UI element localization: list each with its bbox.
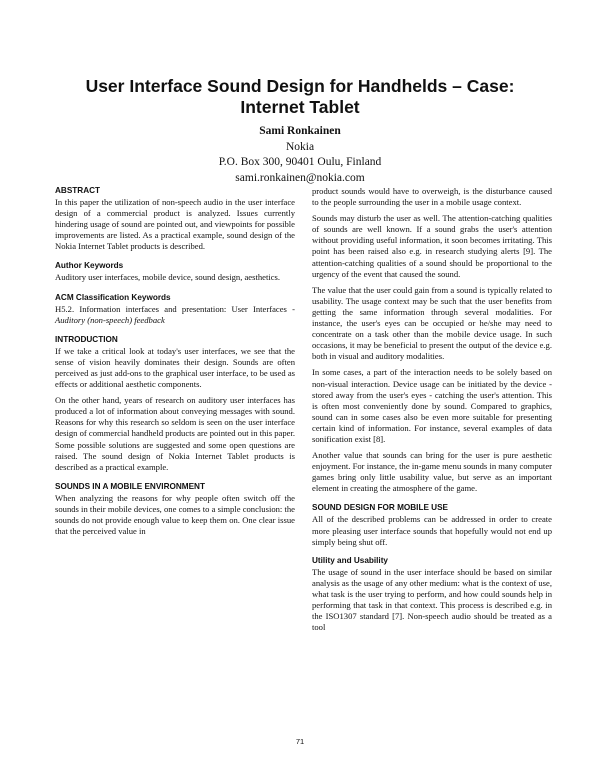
mobile-environment-heading: SOUNDS IN A MOBILE ENVIRONMENT xyxy=(55,481,205,491)
page-number: 71 xyxy=(295,737,305,746)
right-paragraph-5: Another value that sounds can bring for the user is pure aesthetic enjoyment. For instance, the in-game menu sounds in many computer games bring only little usability value, but serve as an important element in creating the atmosphere of the game. xyxy=(312,450,552,494)
author-affiliation: Nokia xyxy=(285,140,315,153)
utility-usability-paragraph-1: The usage of sound in the user interface should be based on similar analysis as the usage of any other medium: what is the context of use, what task is the user trying to perform, and how could sounds help in performing that task in that context. This process is described e.g. in the ISO1307 standard [7]. Non-speech audio should be treated as a tool xyxy=(312,566,552,633)
sound-design-paragraph-1: All of the described problems can be addressed in order to create more pleasing user interface sounds that hopefully would not end up simply being shut off. xyxy=(312,514,552,547)
paper-title-line-2: Internet Tablet xyxy=(240,97,360,117)
introduction-paragraph-2: On the other hand, years of research on auditory user interfaces has produced a lot of information about conveying messages with sound. Reasons for why this research so seldom is seen on the user interface design of commercial handheld products are pointed out in this paper. Some possible solutions are suggested and some open questions are raised. The sound design of Nokia Internet Tablet products is described as a practical example. xyxy=(55,395,295,472)
paper-title xyxy=(0,76,600,118)
keywords-heading: Author Keywords xyxy=(55,261,124,271)
acm-text-plain: H5.2. Information interfaces and presentation: User Interfaces - xyxy=(55,303,295,314)
abstract-heading: ABSTRACT xyxy=(55,186,101,195)
paper-title-line-1: User Interface Sound Design for Handhelds – Case: xyxy=(85,76,515,96)
mobile-environment-paragraph-1: When analyzing the reasons for why people often switch off the sounds in their mobile devices, one comes to a simple conclusion: the sounds do not provide enough value to keep them on. One clear issue that the perceived value in xyxy=(55,492,295,537)
author-name: Sami Ronkainen xyxy=(259,125,341,137)
right-column xyxy=(312,186,552,638)
right-paragraph-4: In some cases, a part of the interaction needs to be solely based on non-visual interaction. Device usage can be initiated by the device - stored away from the user's eyes - catching the user's attention. This is often most conveniently done by sound. Compared to graphics, sound can in some cases also be even more suitable for presenting certain kind of information. For instance, several examples of data sonification exist [8]. xyxy=(312,367,552,444)
introduction-paragraph-1: If we take a critical look at today's user interfaces, we see that the sense of vision heavily dominates their design. Sounds are often perceived as just add-ons to the graphical user interface, to be used as effects or additional aesthetic components. xyxy=(55,345,295,390)
sound-design-heading: SOUND DESIGN FOR MOBILE USE xyxy=(312,503,449,513)
acm-text-italic: Auditory (non-speech) feedback xyxy=(55,314,165,325)
right-paragraph-1: product sounds would have to overweigh, is the disturbance caused to the people surrounding the user in a mobile usage context. xyxy=(312,186,552,208)
right-paragraph-3: The value that the user could gain from a sound is typically related to usability. The usage context may be such that the user benefits from getting the same information through several modalities. For instance, the user's eyes can be occupied or he/she may need to concentrate on a task other than the mobile device usage. In such occasions, it may be beneficial to present the output of the device e.g. both in visual and auditory modalities. xyxy=(312,284,552,362)
author-address: P.O. Box 300, 90401 Oulu, Finland xyxy=(218,156,382,168)
utility-usability-heading: Utility and Usability xyxy=(312,555,388,565)
abstract-text: In this paper the utilization of non-speech audio in the user interface design of a commercial product is analyzed. Issues currently hindering usage of sound are pointed out, and viewpoints for possible improvements are listed. As a practical example, sound design of the Nokia Internet Tablet products is described. xyxy=(55,197,295,252)
right-paragraph-2: Sounds may disturb the user as well. The attention-catching qualities of sounds are well known. If a sound grabs the user's attention without providing useful information, it soon becomes irritating. This point has been raised also e.g. in research studying alerts [9]. The attention-catching qualities of a sound should be proportional to the urgency of the event that caused the sound. xyxy=(312,213,552,279)
acm-heading: ACM Classification Keywords xyxy=(55,292,171,302)
acm-text xyxy=(55,304,295,326)
left-column xyxy=(55,186,295,542)
keywords-text: Auditory user interfaces, mobile device, sound design, aesthetics. xyxy=(55,272,281,283)
author-email: sami.ronkainen@nokia.com xyxy=(235,171,365,184)
author-block xyxy=(0,124,600,186)
introduction-heading: INTRODUCTION xyxy=(55,334,118,344)
